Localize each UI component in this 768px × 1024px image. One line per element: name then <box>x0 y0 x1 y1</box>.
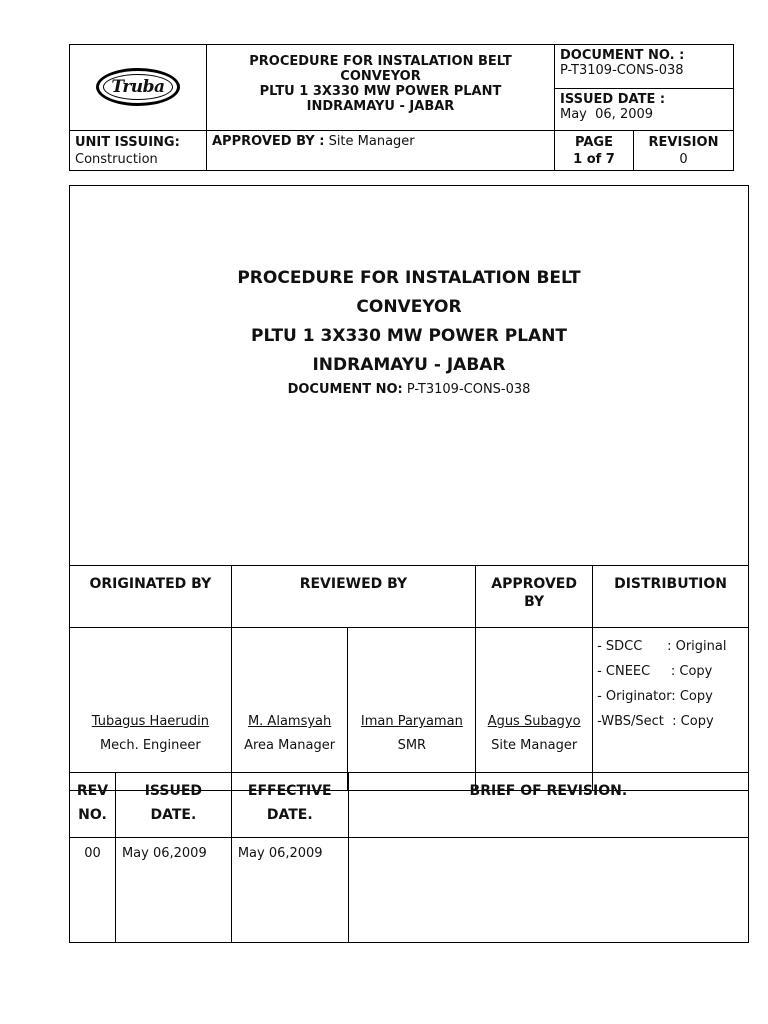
table-row <box>70 838 749 943</box>
originated-by-header: ORIGINATED BY <box>70 566 232 628</box>
distribution-header: DISTRIBUTION <box>593 566 749 628</box>
distribution-item: - SDCC : Original <box>597 639 727 654</box>
revision-cell <box>634 131 734 171</box>
header-title-line: PLTU 1 3X330 MW POWER PLANT <box>259 84 502 99</box>
reviewed-by-header: REVIEWED BY <box>231 566 475 628</box>
signer-name: Tubagus Haerudin <box>91 714 209 729</box>
issued-date-label: ISSUED DATE : <box>560 92 666 107</box>
cover-title-line: CONVEYOR <box>356 297 462 317</box>
issued-date-cell-value: May 06,2009 <box>115 838 231 943</box>
approved-by-label: APPROVED BY : <box>212 134 325 149</box>
logo-text: Truba <box>111 76 165 97</box>
logo-cell <box>70 45 207 131</box>
distribution-item: - Originator: Copy <box>597 689 713 704</box>
approved-by-header <box>476 566 593 628</box>
rev-no-header <box>70 773 116 838</box>
signer-role: SMR <box>397 738 427 753</box>
issued-date-header-line: ISSUED <box>144 783 203 799</box>
page-label: PAGE <box>575 135 613 150</box>
signer-role: Area Manager <box>244 738 336 753</box>
header-title-line: PROCEDURE FOR INSTALATION BELT <box>249 54 512 69</box>
effective-date-header <box>231 773 348 838</box>
truba-logo <box>96 68 180 106</box>
issued-date-header <box>115 773 231 838</box>
document-number-value: P-T3109-CONS-038 <box>560 63 684 78</box>
effective-date-cell-value: May 06,2009 <box>231 838 348 943</box>
brief-of-revision-cell <box>348 838 748 943</box>
page-value: 1 of 7 <box>573 152 615 167</box>
signer-name: Iman Paryaman <box>360 714 463 729</box>
issued-date-value: May 06, 2009 <box>560 107 654 122</box>
cover-title-line: PLTU 1 3X330 MW POWER PLANT <box>250 326 568 346</box>
rev-no-cell: 00 <box>70 838 116 943</box>
document-number-label: DOCUMENT NO. : <box>560 48 685 63</box>
header-title-line: CONVEYOR <box>340 69 421 84</box>
cover-table <box>69 185 749 791</box>
signer-role: Site Manager <box>491 738 578 753</box>
revision-label: REVISION <box>648 135 719 150</box>
header-title <box>207 45 555 131</box>
cover-title-line: INDRAMAYU - JABAR <box>312 355 506 375</box>
approved-by-value: Site Manager <box>324 134 415 149</box>
document-number-cell <box>555 45 734 89</box>
brief-of-revision-header: BRIEF OF REVISION. <box>348 773 748 838</box>
revision-value: 0 <box>679 152 688 167</box>
approved-by-header-line: BY <box>524 594 545 610</box>
cover-title-line: PROCEDURE FOR INSTALATION BELT <box>237 268 581 288</box>
revision-table <box>69 772 749 943</box>
signature-originator <box>70 628 232 791</box>
unit-issuing-value: Construction <box>75 152 158 167</box>
signer-name: M. Alamsyah <box>247 714 332 729</box>
header-title-line: INDRAMAYU - JABAR <box>306 99 455 114</box>
rev-no-header-line: REV <box>76 783 109 799</box>
cover-document-number-value: P-T3109-CONS-038 <box>402 382 531 397</box>
signer-name: Agus Subagyo <box>487 714 581 729</box>
unit-issuing-cell <box>70 131 207 171</box>
signature-reviewer-2 <box>348 628 476 791</box>
cover-document-number-label: DOCUMENT NO: <box>287 382 403 397</box>
approved-by-cell <box>207 131 555 171</box>
effective-date-header-line: DATE. <box>266 807 313 823</box>
signer-role: Mech. Engineer <box>99 738 201 753</box>
effective-date-header-line: EFFECTIVE <box>247 783 332 799</box>
signature-approver <box>476 628 593 791</box>
issued-date-header-line: DATE. <box>150 807 197 823</box>
signature-reviewer-1 <box>231 628 348 791</box>
document-header <box>69 44 734 171</box>
distribution-item: - CNEEC : Copy <box>597 664 713 679</box>
distribution-list <box>593 628 749 791</box>
page-cell <box>555 131 634 171</box>
issued-date-cell <box>555 89 734 131</box>
unit-issuing-label: UNIT ISSUING: <box>75 135 180 150</box>
cover-title-area <box>70 186 749 566</box>
approved-by-header-line: APPROVED <box>491 576 577 592</box>
rev-no-header-line: NO. <box>78 807 107 823</box>
distribution-item: -WBS/Sect : Copy <box>597 714 714 729</box>
cover-document-number <box>70 382 748 397</box>
